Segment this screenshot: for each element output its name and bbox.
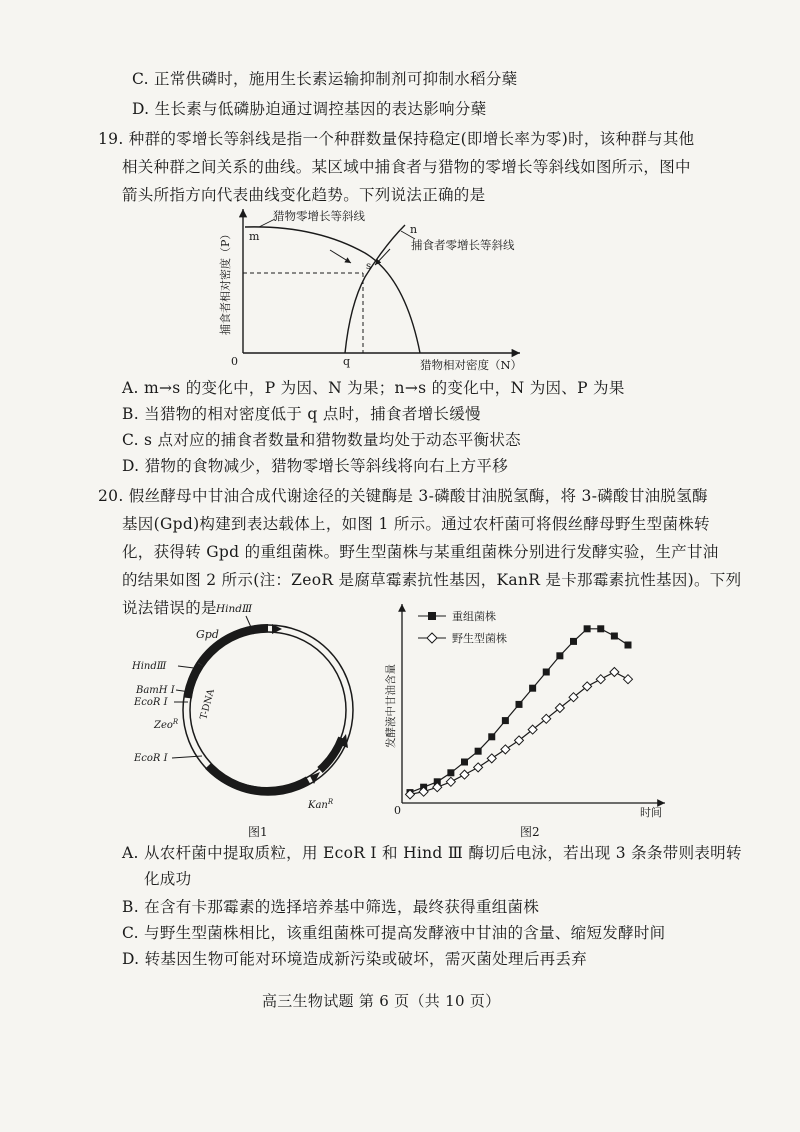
recombinant-point bbox=[597, 625, 604, 632]
q19-option-b: B. 当猎物的相对密度低于 q 点时，捕食者增长缓慢 bbox=[122, 405, 481, 423]
legend-recombinant-label: 重组菌株 bbox=[452, 610, 496, 623]
glycerol-line-chart bbox=[380, 598, 670, 820]
q19-isocline-figure bbox=[215, 205, 545, 377]
q20-stem-line-3: 化，获得转 Gpd 的重组菌株。野生型菌株与某重组菌株分别进行发酵实验，生产甘油 bbox=[122, 543, 719, 561]
q20-stem-line-5: 说法错误的是 bbox=[122, 599, 217, 617]
recombinant-point bbox=[570, 638, 577, 645]
wild-point bbox=[610, 668, 619, 677]
x-axis-label: 猎物相对密度（N） bbox=[420, 358, 523, 372]
origin-label: 0 bbox=[231, 355, 238, 368]
ecori-2-label: EcoR Ⅰ bbox=[134, 753, 168, 764]
q20-option-b: B. 在含有卡那霉素的选择培养基中筛选，最终获得重组菌株 bbox=[122, 898, 540, 916]
recombinant-point bbox=[502, 717, 509, 724]
point-q-label: q bbox=[343, 355, 351, 368]
q19-option-c: C. s 点对应的捕食者数量和猎物数量均处于动态平衡状态 bbox=[122, 431, 521, 449]
q19-stem-line-1: 19. 种群的零增长等斜线是指一个种群数量保持稳定(即增长率为零)时，该种群与其他 bbox=[98, 130, 695, 148]
zeo-label: Zeo$^R$ bbox=[154, 718, 179, 731]
plasmid-map-figure bbox=[130, 598, 380, 820]
wild-point bbox=[487, 754, 496, 763]
figure-2-caption: 图2 bbox=[520, 825, 540, 839]
right-segment bbox=[320, 738, 342, 770]
wild-point bbox=[596, 675, 605, 684]
recombinant-point bbox=[611, 633, 618, 640]
point-n-label: n bbox=[410, 223, 418, 236]
point-m-label: m bbox=[249, 230, 260, 243]
wild-series-line bbox=[410, 672, 628, 794]
q20-option-c: C. 与野生型菌株相比，该重组菌株可提高发酵液中甘油的含量、缩短发酵时间 bbox=[122, 924, 666, 942]
page-footer: 高三生物试题 第 6 页（共 10 页） bbox=[262, 992, 501, 1010]
recombinant-point bbox=[584, 625, 591, 632]
recombinant-point bbox=[625, 642, 632, 649]
kan-label: Kan$^R$ bbox=[308, 798, 334, 811]
ecori-1-label: EcoR Ⅰ bbox=[134, 697, 168, 708]
recombinant-point bbox=[488, 733, 495, 740]
wild-point bbox=[446, 777, 455, 786]
arrow-m-to-s bbox=[330, 250, 351, 263]
q19-stem-line-2: 相关种群之间关系的曲线。某区域中捕食者与猎物的零增长等斜线如图所示，图中 bbox=[122, 158, 691, 176]
recombinant-point bbox=[475, 748, 482, 755]
q19-stem-line-3: 箭头所指方向代表曲线变化趋势。下列说法正确的是 bbox=[122, 186, 486, 204]
prey-zero-isocline bbox=[245, 227, 420, 353]
q19-option-d: D. 猎物的食物减少，猎物零增长等斜线将向右上方平移 bbox=[122, 457, 509, 475]
legend-recombinant-marker bbox=[428, 612, 436, 620]
recombinant-point bbox=[516, 701, 523, 708]
recombinant-point bbox=[447, 769, 454, 776]
q20-stem-line-1: 20. 假丝酵母中甘油合成代谢途径的关键酶是 3-磷酸甘油脱氢酶，将 3-磷酸甘油脱氢酶 bbox=[98, 487, 708, 505]
q20-option-a-line-2: 化成功 bbox=[144, 870, 192, 888]
predator-curve-label: 捕食者零增长等斜线 bbox=[411, 238, 515, 252]
q19-option-a: A. m→s 的变化中，P 为因、N 为果；n→s 的变化中，N 为因、P 为果 bbox=[122, 379, 625, 397]
recombinant-point bbox=[543, 669, 550, 676]
legend-wild-label: 野生型菌株 bbox=[452, 632, 507, 645]
q18-option-c: C. 正常供磷时，施用生长素运输抑制剂可抑制水稻分蘖 bbox=[132, 70, 518, 88]
point-s-label: s bbox=[366, 261, 372, 272]
wild-point bbox=[624, 675, 633, 684]
fig2-y-axis-label: 发酵液中甘油含量 bbox=[385, 664, 397, 748]
hindiii-left-label: HindⅢ bbox=[132, 661, 167, 672]
q20-stem-line-2: 基因(Gpd)构建到表达载体上，如图 1 所示。通过农杆菌可将假丝酵母野生型菌株转 bbox=[122, 515, 710, 533]
y-axis-label: 捕食者相对密度（P） bbox=[219, 228, 232, 335]
kan-segment bbox=[208, 766, 308, 791]
predator-zero-isocline bbox=[345, 225, 405, 353]
q20-stem-line-4: 的结果如图 2 所示(注：ZeoR 是腐草霉素抗性基因，KanR 是卡那霉素抗性基因)。下列 bbox=[122, 571, 742, 589]
gpd-label: Gpd bbox=[196, 628, 219, 641]
figure-1-caption: 图1 bbox=[248, 825, 268, 839]
tdna-label: T-DNA bbox=[198, 687, 217, 721]
wild-point bbox=[474, 763, 483, 772]
recombinant-series-line bbox=[410, 629, 628, 793]
bamhi-label: BamH Ⅰ bbox=[136, 685, 175, 696]
hindiii-top-label: HindⅢ bbox=[216, 603, 253, 615]
legend-wild-marker bbox=[427, 633, 437, 643]
prey-curve-label: 猎物零增长等斜线 bbox=[273, 209, 365, 223]
fig2-x-axis-label: 时间 bbox=[640, 806, 662, 819]
fig2-origin-label: 0 bbox=[394, 804, 401, 817]
wild-point bbox=[501, 745, 510, 754]
recombinant-point bbox=[461, 759, 468, 766]
recombinant-point bbox=[556, 652, 563, 659]
recombinant-point bbox=[529, 685, 536, 692]
q20-option-a-line-1: A. 从农杆菌中提取质粒，用 EcoR Ⅰ 和 Hind Ⅲ 酶切后电泳，若出现 3 条条带则表明转 bbox=[122, 844, 742, 862]
tdna-segment bbox=[188, 664, 200, 698]
q20-option-d: D. 转基因生物可能对环境造成新污染或破坏，需灭菌处理后再丢弃 bbox=[122, 950, 588, 968]
q18-option-d: D. 生长素与低磷胁迫通过调控基因的表达影响分蘖 bbox=[132, 100, 487, 118]
wild-point bbox=[460, 770, 469, 779]
